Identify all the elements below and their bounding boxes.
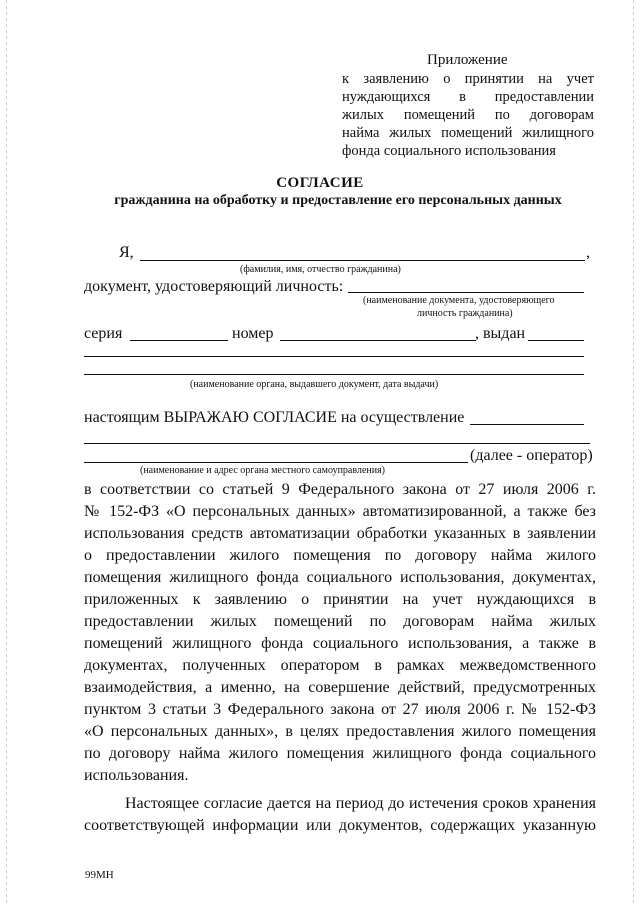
issuer-field-line[interactable]	[84, 356, 584, 357]
id-doc-field[interactable]	[348, 292, 584, 293]
footer-code: 99МН	[85, 869, 114, 881]
operator-field-line[interactable]	[84, 462, 468, 463]
consent-label: настоящим ВЫРАЖАЮ СОГЛАСИЕ на осуществление	[84, 409, 465, 426]
page-edge-left	[6, 0, 7, 905]
body-line: пунктом 3 статьи 3 Федерального закона от 27 июля 2006 г. № 152-ФЗ	[84, 701, 596, 718]
body-line: использования средств автоматизации обработки указанных в заявлении	[84, 525, 596, 542]
body-line: взаимодействия, а именно, на совершение действий, предусмотренных	[84, 679, 596, 696]
appendix-address-line: найма жилых помещений жилищного	[342, 125, 594, 141]
issued-label: , выдан	[475, 325, 526, 342]
body-line: «О персональных данных», в целях предоставления жилого помещения	[84, 723, 596, 740]
id-doc-label: документ, удостоверяющий личность:	[84, 278, 344, 295]
appendix-address-line: к заявлению о принятии на учет	[342, 71, 594, 87]
series-field[interactable]	[130, 340, 228, 341]
appendix-address-line: нуждающихся в предоставлении	[342, 89, 594, 105]
appendix-title: Приложение	[427, 52, 508, 68]
operator-caption: (наименование и адрес органа местного самоуправления)	[140, 465, 386, 476]
issued-field[interactable]	[528, 340, 584, 341]
body-line: соответствующей информации или документов, содержащих указанную	[84, 817, 596, 834]
id-doc-caption: (наименование документа, удостоверяющего	[363, 295, 555, 306]
i-label: Я,	[119, 244, 134, 261]
body-line: о предоставлении жилого помещения по договору найма жилого	[84, 547, 596, 564]
body-line: приложенных к заявлению о принятии на учет нуждающихся в	[84, 591, 596, 608]
body-line: использования.	[84, 767, 189, 784]
document-title: СОГЛАСИЕ	[276, 175, 364, 191]
operator-field-line[interactable]	[84, 443, 590, 444]
body-line: документах, полученных оператором в рамках межведомственного	[84, 657, 596, 674]
number-label: номер	[232, 325, 274, 342]
appendix-address-line: фонда социального использования	[342, 143, 556, 159]
body-line: по договору найма жилого помещения жилищного фонда социального	[84, 745, 596, 762]
fio-end-comma: ,	[586, 244, 590, 261]
page-edge-right	[633, 0, 634, 905]
appendix-address-line: жилых помещений по договорам	[342, 107, 594, 123]
body-line: помещений жилищного фонда социального использования, а также в	[84, 635, 596, 652]
issuer-caption: (наименование органа, выдавшего документ, дата выдачи)	[190, 379, 439, 390]
operator-label: (далее - оператор)	[470, 447, 593, 464]
series-label: серия	[84, 325, 123, 342]
issuer-field-line[interactable]	[84, 374, 584, 375]
body-line: Настоящее согласие дается на период до истечения сроков хранения	[125, 795, 596, 812]
number-field[interactable]	[280, 340, 476, 341]
fio-field[interactable]	[140, 260, 585, 261]
body-line: в соответствии со статьей 9 Федерального закона от 27 июля 2006 г.	[84, 481, 596, 498]
document-subtitle: гражданина на обработку и предоставление его персональных данных	[114, 193, 562, 208]
id-doc-caption: личность гражданина)	[417, 308, 513, 319]
fio-caption: (фамилия, имя, отчество гражданина)	[240, 264, 401, 275]
body-line: помещения жилищного фонда социального использования, документах,	[84, 569, 596, 586]
body-line: № 152-ФЗ «О персональных данных» автоматизированной, а также без	[84, 503, 596, 520]
body-line: предоставлении жилых помещений по договорам найма жилых	[84, 613, 596, 630]
operator-field[interactable]	[470, 424, 584, 425]
